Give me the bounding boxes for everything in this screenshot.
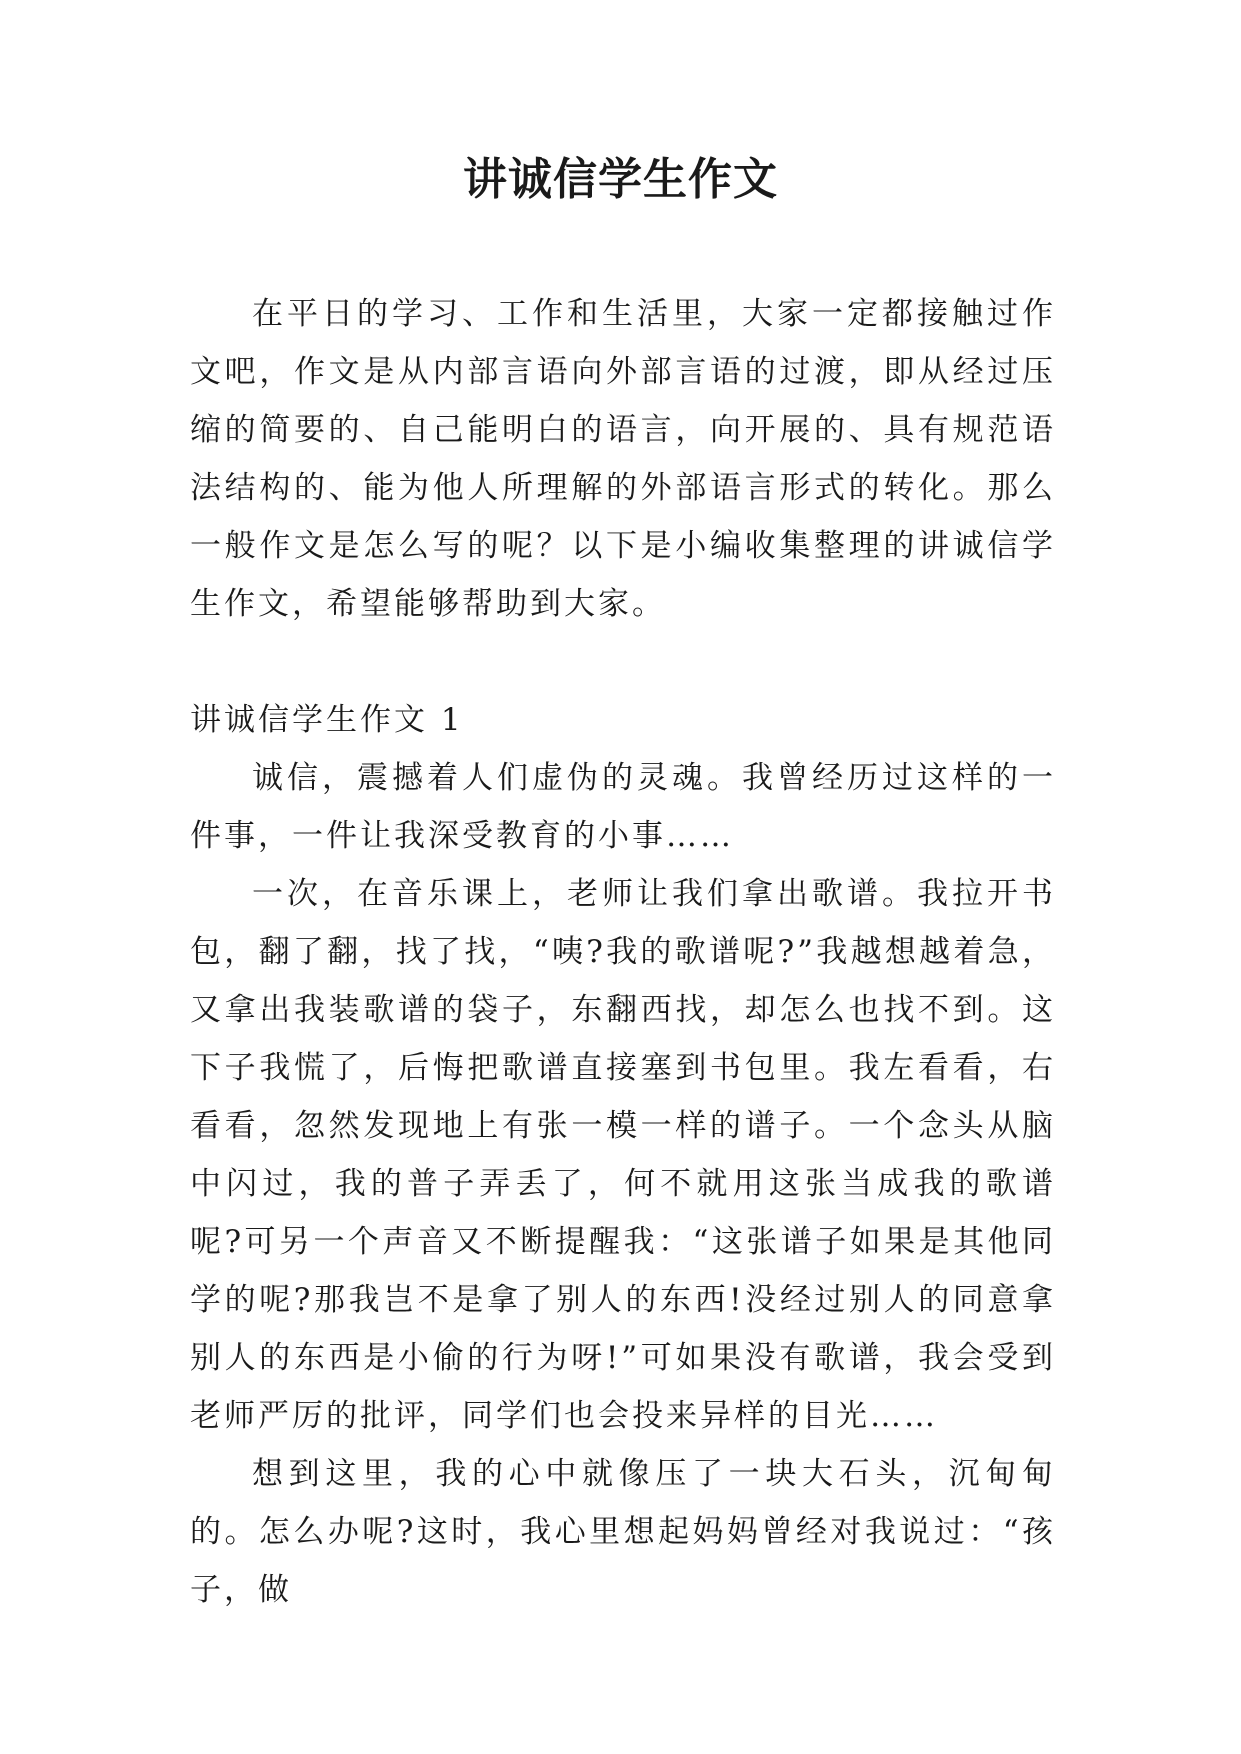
section-paragraph: 诚信，震撼着人们虚伪的灵魂。我曾经历过这样的一件事，一件让我深受教育的小事……: [190, 760, 1056, 854]
section-heading: 讲诚信学生作文 1: [190, 702, 464, 738]
document-title: 讲诚信学生作文: [463, 154, 778, 205]
intro-paragraph: 在平日的学习、工作和生活里，大家一定都接触过作文吧，作文是从内部言语向外部言语的过渡，即从经过压缩的简要的、自己能明白的语言，向开展的、具有规范语法结构的、能为他人所理解的外部语言形式的转化。那么一般作文是怎么写的呢？以下是小编收集整理的讲诚信学生作文，希望能够帮助到大家。: [190, 296, 1056, 622]
essay-section-1: [190, 691, 1056, 1619]
section-paragraph: 一次，在音乐课上，老师让我们拿出歌谱。我拉开书包，翻了翻，找了找，“咦?我的歌谱呢?”我越想越着急，又拿出我装歌谱的袋子，东翻西找，却怎么也找不到。这下子我慌了，后悔把歌谱直接塞到书包里。我左看看，右看看，忽然发现地上有张一模一样的谱子。一个念头从脑中闪过，我的普子弄丢了，何不就用这张当成我的歌谱呢?可另一个声音又不断提醒我：“这张谱子如果是其他同学的呢?那我岂不是拿了别人的东西!没经过别人的同意拿别人的东西是小偷的行为呀!”可如果没有歌谱，我会受到老师严厉的批评，同学们也会投来异样的目光……: [190, 876, 1056, 1434]
section-paragraph: 想到这里，我的心中就像压了一块大石头，沉甸甸的。怎么办呢?这时，我心里想起妈妈曾经对我说过：“孩子，做: [190, 1456, 1056, 1608]
document-body: [190, 285, 1056, 1619]
section-spacer: [190, 633, 1056, 691]
